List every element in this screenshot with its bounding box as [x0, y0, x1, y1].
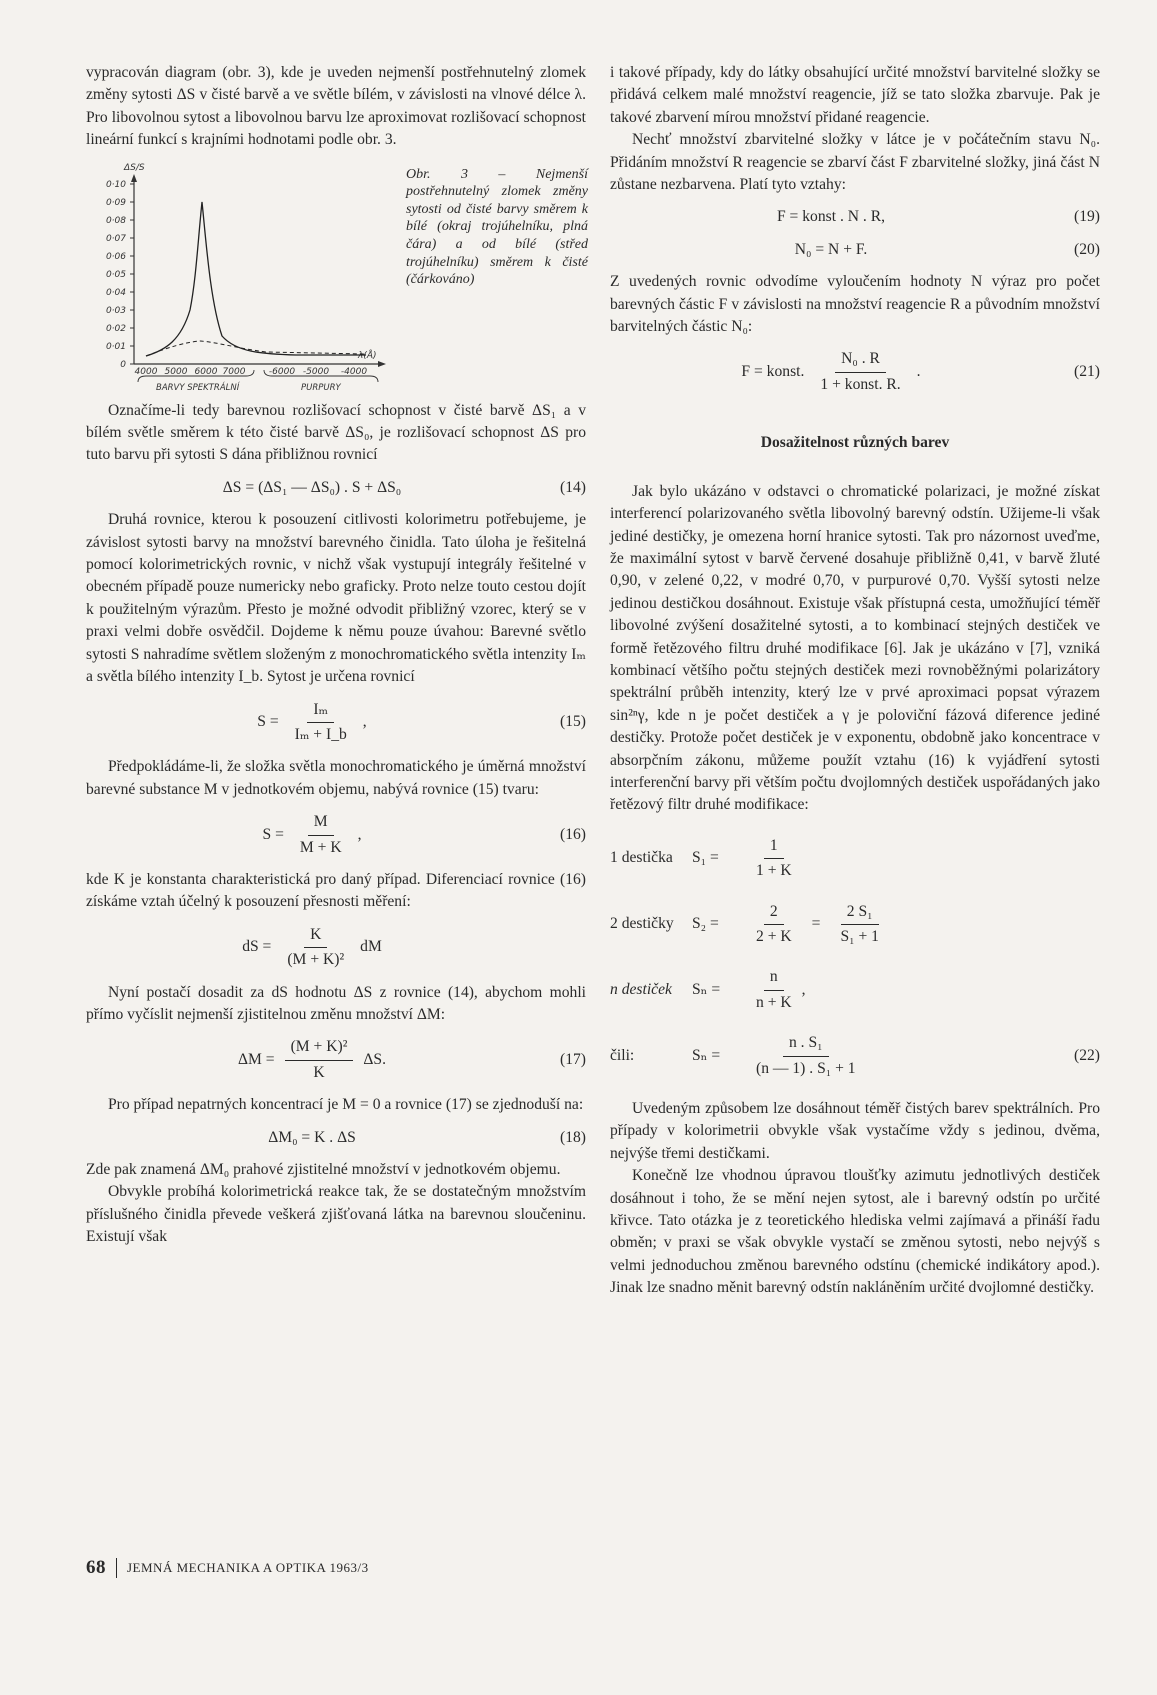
- equation-17: [86, 1036, 586, 1084]
- equation-number: (16): [560, 825, 586, 843]
- paragraph: Pro případ nepatrných koncentrací je M = 0 a rovnice (17) se zjednoduší na:: [108, 1096, 584, 1114]
- equals-sign: =: [811, 915, 821, 933]
- fraction: [289, 699, 353, 747]
- equation-lhs: S₂ =: [692, 915, 719, 933]
- equation-s2: [610, 901, 1100, 949]
- numerator: N₀ . R: [835, 348, 886, 372]
- denominator: (M + K)²: [287, 951, 345, 969]
- y-tick-label: 0·06: [105, 251, 126, 262]
- equation-label: n destiček: [610, 981, 672, 999]
- denominator: (n — 1) . S₁ + 1: [756, 1059, 856, 1077]
- equation-tail: ΔS.: [363, 1051, 386, 1069]
- denominator: M + K: [299, 838, 342, 856]
- paragraph: Uvedeným způsobem lze dosáhnout téměř čistých barev spektrálních. Pro případy v kolorimetrii obvykle však vystačíme vždy s jedinou, dvěma, nejvýše třemi destičkami.: [610, 1100, 1100, 1162]
- equation-ds: [86, 924, 586, 972]
- equation-21: [610, 348, 1100, 396]
- paragraph: Nechť množství zbarvitelné složky v látce je v počátečním stavu N₀. Přidáním množství R reagencie se zbarví část F zbarvitelné složky, jiná část N zůstane nezbarvena. Platí tyto vztahy:: [610, 131, 1100, 194]
- equation-lhs: F = konst.: [741, 363, 805, 381]
- x-tick-label: -5000: [302, 366, 330, 377]
- paragraph: Druhá rovnice, kterou k posouzení citlivosti kolorimetru potřebujeme, je závislost sytosti barvy na množství barevného činidla. Tato úloha je řešitelná pomocí kolorimetrických rovnic, v nichž však vystupují integrály řešitelné v obecném případě pouze numericky nebo graficky. Proto nelze touto cestou dojít k použitelným výrazům. Přesto je možné odvodit přibližný vzorec, který se v praxi velmi dobře osvědčil. Dojdeme k němu pouze úvahou: Barevné světlo sytosti S nahradíme světlem složeným z monochromatického světla intenzity Iₘ a světla bílého intenzity I_b. Sytost je určena rovnicí: [86, 511, 586, 686]
- numerator: K: [304, 924, 327, 948]
- equation-lhs: S =: [257, 713, 279, 731]
- numerator: 2: [764, 901, 784, 925]
- dashed-curve: [146, 341, 366, 356]
- numerator: n: [764, 966, 784, 990]
- paragraph: Obvykle probíhá kolorimetrická reakce tak, že se dostatečným množstvím příslušného činidla převede veškerá zjišťovaná látka na barevnou sloučeninu. Existují však: [86, 1183, 586, 1246]
- equation-number: (17): [560, 1051, 586, 1069]
- equation-body: ΔM₀ = K . ΔS: [268, 1128, 356, 1146]
- x-tick-label: 6000: [194, 366, 218, 377]
- fraction: [285, 1036, 354, 1084]
- paragraph: vypracován diagram (obr. 3), kde je uveden nejmenší postřehnutelný zlomek změny sytosti ΔS v čisté barvě a ve světle bílém, v závislosti na vlnové délce λ. Pro libovolnou sytost a libovolnou barvu lze aproximovat rozlišovací schopnost lineární funkcí s krajními hodnotami podle obr. 3.: [86, 64, 586, 149]
- numerator: 1: [764, 835, 784, 859]
- fraction: [294, 811, 348, 859]
- paragraph: Nyní postačí dosadit za dS hodnotu ΔS z rovnice (14), abychom mohli přímo vyčíslit nejmenší zjistitelnou změnu množství ΔM:: [86, 983, 586, 1023]
- right-column: [610, 62, 1100, 1300]
- numerator: n . S₁: [783, 1032, 829, 1056]
- equation-16: [86, 811, 586, 859]
- equation-sn: [610, 966, 1100, 1014]
- denominator: K: [313, 1063, 325, 1081]
- y-tick-label: 0·04: [105, 287, 126, 298]
- y-tick-label: 0·08: [105, 215, 126, 226]
- equation-body: ΔS = (ΔS₁ — ΔS₀) . S + ΔS₀: [222, 478, 402, 496]
- numerator: (M + K)²: [285, 1036, 354, 1060]
- figure-3-chart: [86, 160, 406, 390]
- equation-lhs: Sₙ =: [692, 1046, 721, 1064]
- y-tick-label: 0·09: [105, 197, 126, 208]
- equation-tail: ,: [801, 981, 806, 999]
- equation-22: [610, 1032, 1100, 1080]
- paragraph: Konečně lze vhodnou úpravou tloušťky azimutu jednotlivých destiček dosáhnout i toho, že se mění nejen sytost, ale i barevný odstín po určité křivce. Tato otázka je z teoretického hlediska velmi zajímavá a přináší řadu obměn; v praxi se však obvykle vystačí se změnou sytosti, nebo nejvýš s velmi jednoduchou změnou barevného odstínu (chemické indikátory apod.). Jinak lze snadno měnit barevný odstín nakláněním určité dvojlomné destičky.: [610, 1167, 1100, 1297]
- numerator: 2 S₁: [841, 901, 879, 925]
- paragraph: kde K je konstanta charakteristická pro daný případ. Diferenciací rovnice (16) získáme vztah účelný k posouzení přesnosti měření:: [86, 870, 586, 911]
- group-label-spectral: BARVY SPEKTRÁLNÍ: [156, 382, 240, 390]
- paragraph: Zde pak znamená ΔM₀ prahové zjistitelné množství v jednotkovém objemu.: [86, 1161, 561, 1178]
- equation-label: 1 destička: [610, 849, 673, 867]
- equation-label: 2 destičky: [610, 915, 674, 933]
- figure-caption: Obr. 3 – Nejmenší postřehnutelný zlomek změny sytosti od čisté barvy směrem k bílé (okraj trojúhelníku, plná čára) a od bílé (střed trojúhelníku) směrem k čisté (čárkováno): [406, 166, 588, 288]
- equation-tail: ,: [357, 825, 362, 843]
- equation-number: (18): [560, 1128, 586, 1146]
- fraction: [750, 966, 798, 1014]
- equation-number: (20): [1074, 240, 1100, 258]
- equation-number: (19): [1074, 208, 1100, 226]
- equation-body: N₀ = N + F.: [794, 240, 868, 258]
- equation-14: [86, 477, 586, 499]
- equation-15: [86, 699, 586, 747]
- equation-lhs: ΔM =: [238, 1051, 275, 1069]
- page-footer: [86, 1557, 369, 1579]
- equation-body: F = konst . N . R,: [776, 208, 885, 226]
- equation-s1: [610, 835, 1100, 883]
- x-tick-label: 5000: [164, 366, 188, 377]
- numerator: Iₘ: [307, 699, 334, 723]
- equation-18: [86, 1127, 586, 1149]
- equation-tail: ,: [362, 713, 367, 731]
- paragraph: i takové případy, kdy do látky obsahující určité množství barvitelné složky se přidává celkem malé množství reagencie, jíž se tato složka zbarvuje. Pak je takové zbarvení mírou množství přidané reagencie.: [610, 64, 1100, 126]
- x-tick-label: 4000: [134, 366, 158, 377]
- x-tick-label: -4000: [340, 366, 368, 377]
- y-tick-label: 0·01: [105, 341, 126, 352]
- x-axis-label: λ(Å): [358, 350, 377, 361]
- paragraph: Z uvedených rovnic odvodíme vyloučením hodnoty N výraz pro počet barevných částic F v závislosti na množství reagencie R a původním množství barvitelných částic N₀:: [610, 273, 1100, 336]
- paragraph: Jak bylo ukázáno v odstavci o chromatické polarizaci, je možné získat interferencí polarizovaného světla libovolný barevný odstín. Užijeme-li však jediné destičky, je omezena horní hranice sytosti. Tak pro názornost uveďme, že maximální sytost v barvě červené dosahuje přibližně 0,41, v barvě žluté 0,90, v zelené 0,22, v modré 0,70, v purpurové 0,70. Vyšší sytosti nelze jedinou destičkou dosáhnout. Existuje však přístupná cesta, umožňující téměř libovolné zvýšení dosažitelné sytosti, a to kombinací stejných destiček ve formě řetězového filtru druhé modifikace [6]. Jak je ukázáno v [7], vzniká kombinací většího počtu stejných destiček mezi rovnoběžnými polarizátory spektrální průběh intenzity, který lze v prvé aproximaci popsat výrazem sin²ⁿγ, kde n je počet destiček a γ je poloviční fázová diference jediné destičky. Protože počet destiček je v exponentu, obdobně jako koncentrace v absorpčním zákonu, můžeme použít vztahu (16) k vyjádření sytosti interferenční barvy při větším počtu dvojlomných destiček uspořádaných jako řetězový filtr druhé modifikace:: [610, 482, 1100, 814]
- x-tick-label: -6000: [268, 366, 296, 377]
- footer-divider: [116, 1558, 117, 1578]
- equation-lhs: S =: [262, 825, 284, 843]
- fraction: [750, 835, 798, 883]
- paragraph: Předpokládáme-li, že složka světla monochromatického je úměrná množství barevné substance M v jednotkovém objemu, nabývá rovnice (15) tvaru:: [86, 758, 586, 798]
- equation-number: (15): [560, 713, 586, 731]
- y-tick-label: 0: [120, 359, 126, 370]
- y-axis-label: ΔS/S: [124, 162, 145, 173]
- left-column: [86, 62, 586, 1249]
- equation-lhs: Sₙ =: [692, 981, 721, 999]
- equation-tail: dM: [360, 938, 382, 956]
- equation-19: [610, 206, 1100, 228]
- y-tick-label: 0·03: [105, 305, 126, 316]
- fraction: [750, 901, 798, 949]
- fraction: [750, 1032, 862, 1080]
- denominator: n + K: [756, 993, 792, 1011]
- equation-20: [610, 239, 1100, 261]
- solid-curve: [146, 202, 366, 356]
- journal-name: JEMNÁ MECHANIKA A OPTIKA 1963/3: [127, 1560, 369, 1575]
- equation-number: (14): [560, 478, 586, 496]
- fraction: [814, 348, 906, 396]
- equation-tail: .: [916, 363, 921, 381]
- denominator: 2 + K: [756, 928, 792, 945]
- fraction: [834, 901, 885, 949]
- y-tick-label: 0·02: [105, 323, 126, 334]
- denominator: S₁ + 1: [840, 928, 879, 945]
- denominator: Iₘ + I_b: [294, 725, 347, 743]
- x-tick-label: 7000: [222, 366, 246, 377]
- equation-number: (22): [1074, 1046, 1100, 1064]
- numerator: M: [308, 811, 334, 835]
- y-tick-label: 0·07: [105, 233, 126, 244]
- section-heading: Dosažitelnost různých barev: [760, 434, 950, 452]
- group-label-purple: PURPURY: [301, 382, 341, 390]
- equation-lhs: S₁ =: [692, 849, 719, 867]
- denominator: 1 + K: [756, 862, 792, 880]
- fraction: [281, 924, 350, 972]
- equation-number: (21): [1074, 363, 1100, 381]
- denominator: 1 + konst. R.: [820, 375, 901, 393]
- equation-lhs: dS =: [242, 938, 272, 956]
- y-tick-label: 0·10: [105, 179, 126, 190]
- equation-label: čili:: [610, 1046, 635, 1064]
- page-number: 68: [86, 1557, 106, 1578]
- y-tick-label: 0·05: [105, 269, 126, 280]
- paragraph: Označíme-li tedy barevnou rozlišovací schopnost v čisté barvě ΔS₁ a v bílém světle směrem k této čisté barvě ΔS₀, je rozlišovací schopnost ΔS pro tuto barvu při sytosti S dána přibližnou rovnicí: [86, 401, 586, 464]
- figure-3: [86, 160, 586, 390]
